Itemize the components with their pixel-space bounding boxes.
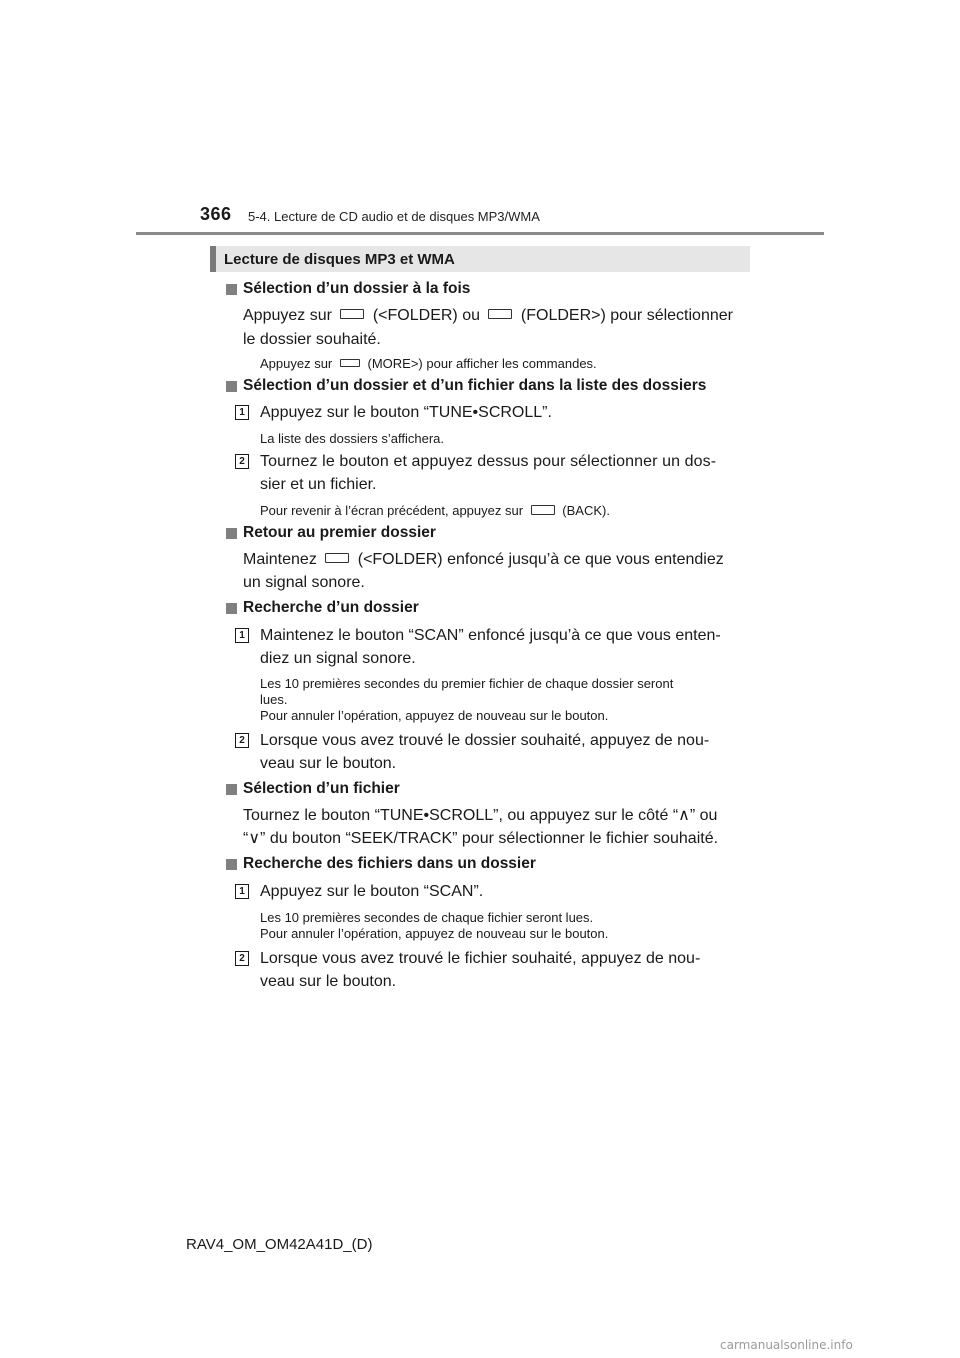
heading-file-select: Sélection d’un fichier xyxy=(243,780,400,797)
file-select-line2: “∨” du bouton “SEEK/TRACK” pour sélectionner le fichier souhaité. xyxy=(243,830,719,847)
first-folder-text-line2: un signal sonore. xyxy=(243,574,365,591)
note-segment: Appuyez sur xyxy=(260,356,333,371)
heading-marker xyxy=(226,784,237,795)
heading-first-folder: Retour au premier dossier xyxy=(243,524,436,541)
folder-select-text-line2: le dossier souhaité. xyxy=(243,331,381,348)
note-segment: (MORE>) pour afficher les commandes. xyxy=(367,356,597,371)
note-segment: Pour revenir à l’écran précédent, appuyez sur xyxy=(260,503,524,518)
button-icon xyxy=(488,309,512,319)
heading-file-search: Recherche des fichiers dans un dossier xyxy=(243,855,536,872)
folder-search-step1-note-line3: Pour annuler l’opération, appuyez de nouveau sur le bouton. xyxy=(260,708,609,723)
text-segment: (FOLDER>) pour sélectionner xyxy=(520,307,733,324)
file-search-step1-note-line2: Pour annuler l’opération, appuyez de nouveau sur le bouton. xyxy=(260,926,609,941)
page-number: 366 xyxy=(200,204,232,224)
section-title: Lecture de disques MP3 et WMA xyxy=(224,251,455,268)
heading-marker xyxy=(226,603,237,614)
folder-search-step1-note-line2: lues. xyxy=(260,692,288,707)
chapter-title: 5-4. Lecture de CD audio et de disques MP3/WMA xyxy=(248,209,540,224)
heading-marker xyxy=(226,381,237,392)
folder-search-step2-line1: Lorsque vous avez trouvé le dossier souhaité, appuyez de nou- xyxy=(260,732,710,749)
folder-search-step2-line2: veau sur le bouton. xyxy=(260,755,397,772)
heading-marker xyxy=(226,859,237,870)
text-segment: (<FOLDER) ou xyxy=(372,307,480,324)
first-folder-text xyxy=(243,549,748,571)
step-number: 2 xyxy=(235,454,249,469)
folder-search-step1-line1: Maintenez le bouton “SCAN” enfoncé jusqu’à ce que vous enten- xyxy=(260,627,721,644)
heading-folder-list: Sélection d’un dossier et d’un fichier dans la liste des dossiers xyxy=(243,377,707,394)
folder-list-step2-note xyxy=(260,503,748,519)
step-number: 1 xyxy=(235,628,249,643)
folder-list-step2-line1: Tournez le bouton et appuyez dessus pour sélectionner un dos- xyxy=(260,453,717,470)
heading-marker xyxy=(226,528,237,539)
step-number: 2 xyxy=(235,733,249,748)
model-code: RAV4_OM_OM42A41D_(D) xyxy=(186,1236,373,1253)
text-segment: Maintenez xyxy=(243,551,317,568)
folder-list-step2-line2: sier et un fichier. xyxy=(260,476,377,493)
heading-folder-select: Sélection d’un dossier à la fois xyxy=(243,280,471,297)
watermark: carmanualsonline.info xyxy=(720,1338,853,1352)
file-search-step2-line2: veau sur le bouton. xyxy=(260,973,397,990)
file-select-line1: Tournez le bouton “TUNE•SCROLL”, ou appuyez sur le côté “∧” ou xyxy=(243,807,718,824)
note-segment: (BACK). xyxy=(562,503,610,518)
step-number: 2 xyxy=(235,951,249,966)
button-icon xyxy=(340,309,364,319)
file-search-step2-line1: Lorsque vous avez trouvé le fichier souhaité, appuyez de nou- xyxy=(260,950,701,967)
heading-marker xyxy=(226,284,237,295)
text-segment: (<FOLDER) enfoncé jusqu’à ce que vous entendiez xyxy=(357,551,724,568)
file-search-step1-note-line1: Les 10 premières secondes de chaque fichier seront lues. xyxy=(260,910,594,925)
folder-list-step1-note: La liste des dossiers s’affichera. xyxy=(260,431,445,446)
button-icon xyxy=(340,359,360,367)
step-number: 1 xyxy=(235,405,249,420)
folder-select-note xyxy=(260,356,748,372)
heading-folder-search: Recherche d’un dossier xyxy=(243,599,419,616)
folder-search-step1-note-line1: Les 10 premières secondes du premier fichier de chaque dossier seront xyxy=(260,676,674,691)
button-icon xyxy=(531,505,555,515)
file-search-step1: Appuyez sur le bouton “SCAN”. xyxy=(260,883,484,900)
step-number: 1 xyxy=(235,884,249,899)
header-rule xyxy=(136,232,824,235)
folder-search-step1-line2: diez un signal sonore. xyxy=(260,650,416,667)
folder-select-text xyxy=(243,305,748,327)
text-segment: Appuyez sur xyxy=(243,307,332,324)
folder-list-step1: Appuyez sur le bouton “TUNE•SCROLL”. xyxy=(260,404,552,421)
button-icon xyxy=(325,553,349,563)
